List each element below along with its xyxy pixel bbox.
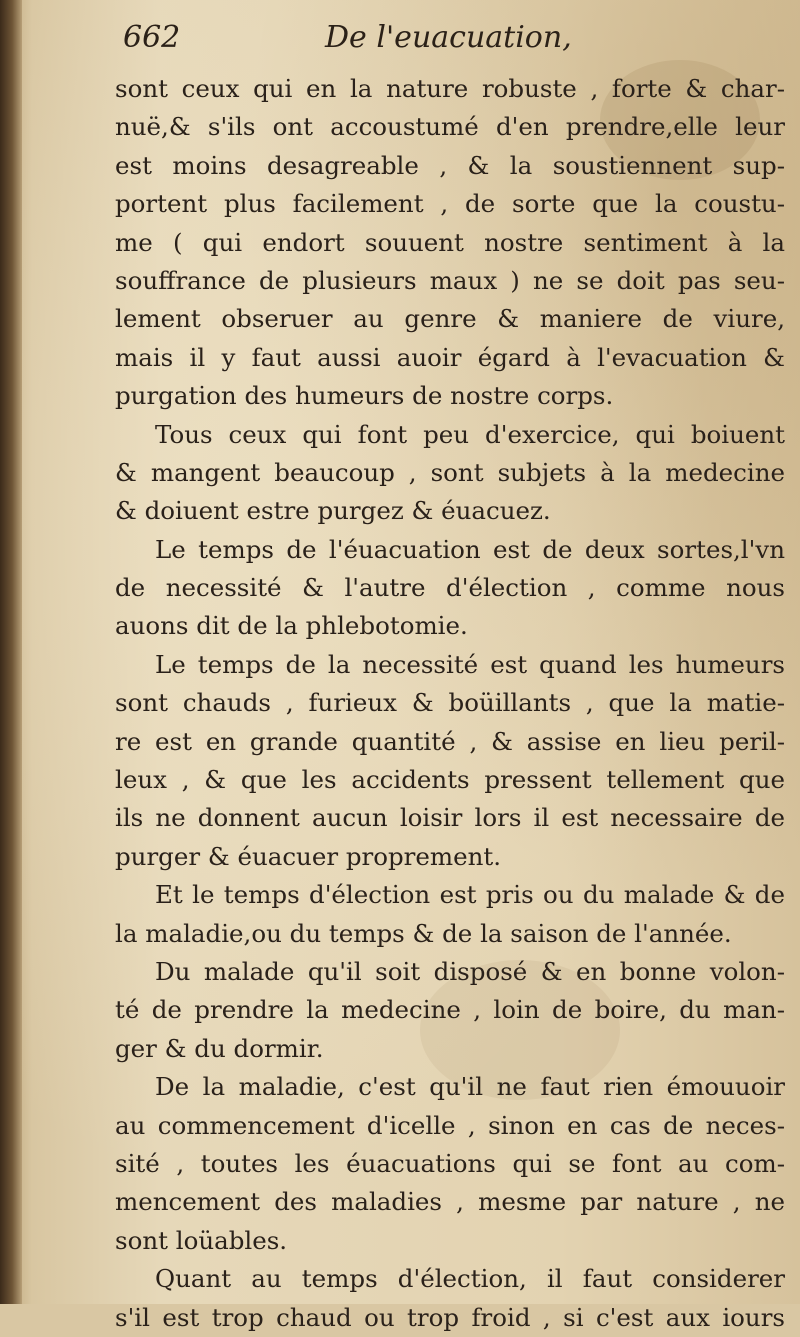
book-spine-shadow <box>0 0 22 1304</box>
text-line: leux , & que les accidents pressent tellement que <box>115 765 785 795</box>
page-number: 662 <box>123 20 181 55</box>
text-line: mencement des maladies , mesme par nature , ne <box>115 1187 785 1217</box>
text-line: de necessité & l'autre d'élection , comme nous <box>115 573 785 603</box>
text-line: est moins desagreable , & la soustiennent sup- <box>115 150 785 180</box>
running-title: De l'euacuation, <box>325 20 572 55</box>
text-line: té de prendre la medecine , loin de boire, du man- <box>115 995 785 1025</box>
text-line: Le temps de la necessité est quand les humeurs <box>155 649 785 679</box>
text-line: Quant au temps d'élection, il faut considerer <box>155 1264 785 1294</box>
text-line: purgation des humeurs de nostre corps. <box>115 381 614 411</box>
text-line: & doiuent estre purgez & éuacuez. <box>115 496 551 526</box>
text-line: De la maladie, c'est qu'il ne faut rien émouuoir <box>155 1072 785 1102</box>
text-line: Tous ceux qui font peu d'exercice, qui boiuent <box>155 419 785 449</box>
text-line: Du malade qu'il soit disposé & en bonne volon- <box>155 956 785 986</box>
body-text <box>115 70 785 1337</box>
text-line: auons dit de la phlebotomie. <box>115 611 468 641</box>
text-line: Et le temps d'élection est pris ou du malade & de <box>155 880 785 910</box>
text-line: portent plus facilement , de sorte que la coustu- <box>115 189 785 219</box>
text-line: sont loüables. <box>115 1225 288 1255</box>
text-line: ils ne donnent aucun loisir lors il est necessaire de <box>115 803 785 833</box>
text-line: ger & du dormir. <box>115 1033 324 1063</box>
text-line: mais il y faut aussi auoir égard à l'evacuation & <box>115 342 785 372</box>
text-line: la maladie,ou du temps & de la saison de l'année. <box>115 918 732 948</box>
text-line: Le temps de l'éuacuation est de deux sortes,l'vn <box>155 534 785 564</box>
text-line: sont ceux qui en la nature robuste , forte & char- <box>115 74 785 103</box>
text-line: sité , toutes les éuacuations qui se font au com- <box>115 1148 785 1178</box>
text-line: souffrance de plusieurs maux ) ne se doit pas seu- <box>115 265 785 295</box>
text-line: sont chauds , furieux & boüillants , que la matie- <box>115 688 785 718</box>
text-line: me ( qui endort souuent nostre sentiment à la <box>115 227 785 257</box>
page-header <box>115 14 775 70</box>
text-line: s'il est trop chaud ou trop froid , si c'est aux iours <box>115 1302 785 1332</box>
text-line: au commencement d'icelle , sinon en cas de neces- <box>115 1110 785 1140</box>
text-line: & mangent beaucoup , sont subjets à la medecine <box>115 457 785 487</box>
text-line: lement obseruer au genre & maniere de viure, <box>115 304 785 334</box>
text-line: re est en grande quantité , & assise en lieu peril- <box>115 726 785 756</box>
text-line: nuë,& s'ils ont accoustumé d'en prendre,elle leur <box>115 112 785 142</box>
text-line: purger & éuacuer proprement. <box>115 841 502 871</box>
